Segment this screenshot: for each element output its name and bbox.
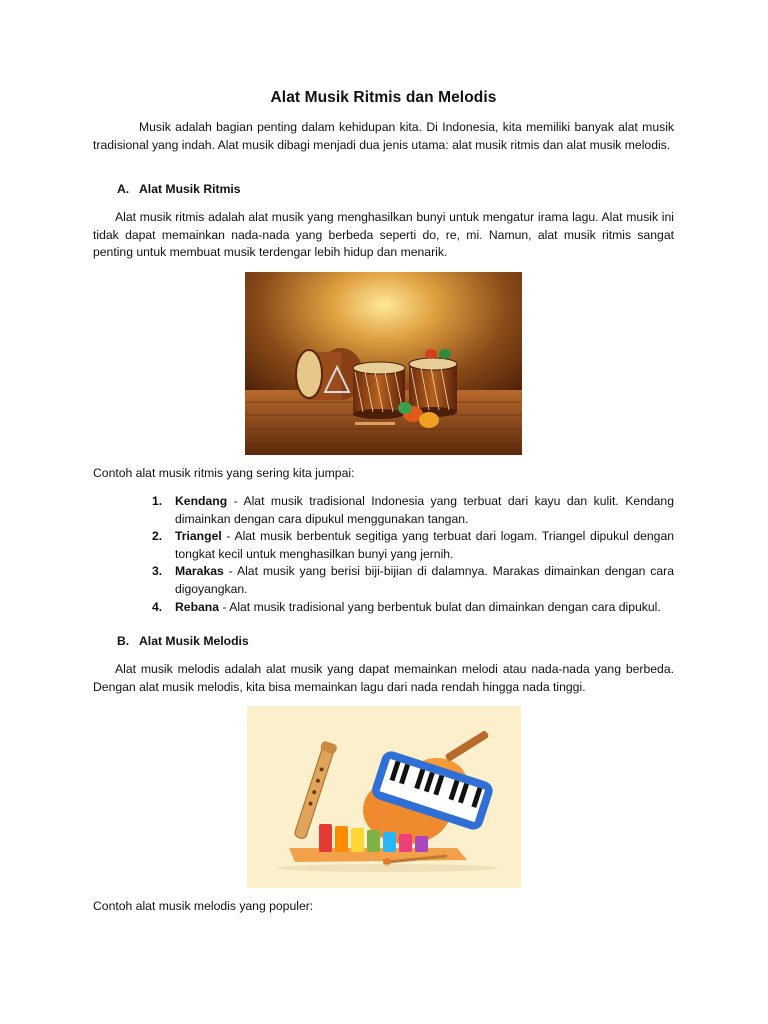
section-a-paragraph: Alat musik ritmis adalah alat musik yang menghasilkan bunyi untuk mengatur irama lagu. Alat musik ini tidak dapat memainkan nada-nada yang berbeda seperti do, re, mi. Namun, alat musik ritmis sangat penting untuk membuat musik terdengar lebih hidup dan menarik. <box>93 210 674 260</box>
melodic-instruments-image <box>247 706 521 888</box>
intro-paragraph: Musik adalah bagian penting dalam kehidupan kita. Di Indonesia, kita memiliki banyak alat musik tradisional yang indah. Alat musik dibagi menjadi dua jenis utama: alat musik ritmis dan alat musik melodis. <box>93 120 674 152</box>
list-item-number: 4. <box>152 599 163 614</box>
rhythmic-instrument-list <box>152 493 674 616</box>
list-item-name: Kendang <box>175 494 228 508</box>
list-item-desc: - Alat musik tradisional yang berbentuk bulat dan dimainkan dengan cara dipukul. <box>219 599 661 614</box>
list-item <box>152 563 674 598</box>
section-a-letter: A. <box>117 182 130 196</box>
section-b-title: Alat Musik Melodis <box>139 634 249 648</box>
list-item-name: Marakas <box>175 564 224 579</box>
list-item-number: 1. <box>152 494 163 508</box>
section-b-list-intro: Contoh alat musik melodis yang populer: <box>93 899 314 913</box>
section-a-heading <box>117 182 241 196</box>
list-item-desc: - Alat musik tradisional Indonesia yang terbuat dari kayu dan kulit. Kendang dimainkan dengan cara dipukul menggunakan tangan. <box>175 494 674 526</box>
page-title: Alat Musik Ritmis dan Melodis <box>270 89 497 106</box>
list-item-number: 3. <box>152 564 163 579</box>
list-item <box>152 493 674 528</box>
section-b-paragraph: Alat musik melodis adalah alat musik yang dapat memainkan melodi atau nada-nada yang berbeda. Dengan alat musik melodis, kita bisa memainkan lagu dari nada rendah hingga nada tinggi. <box>93 662 674 694</box>
list-item <box>152 528 674 563</box>
section-a-list-intro: Contoh alat musik ritmis yang sering kita jumpai: <box>93 466 355 480</box>
list-item-desc: - Alat musik yang berisi biji-bijian di dalamnya. Marakas dimainkan dengan cara digoyangkan. <box>175 564 674 596</box>
rhythmic-instruments-image <box>245 272 522 455</box>
section-b-heading <box>117 634 249 648</box>
section-b-letter: B. <box>117 634 130 648</box>
list-item-name: Rebana <box>175 599 220 614</box>
list-item-number: 2. <box>152 529 163 544</box>
list-item-name: Triangel <box>175 529 222 544</box>
list-item-desc: - Alat musik berbentuk segitiga yang terbuat dari logam. Triangel dipukul dengan tongkat kecil untuk menghasilkan bunyi yang jernih. <box>175 529 674 561</box>
list-item <box>152 599 674 617</box>
section-a-title: Alat Musik Ritmis <box>139 182 241 196</box>
